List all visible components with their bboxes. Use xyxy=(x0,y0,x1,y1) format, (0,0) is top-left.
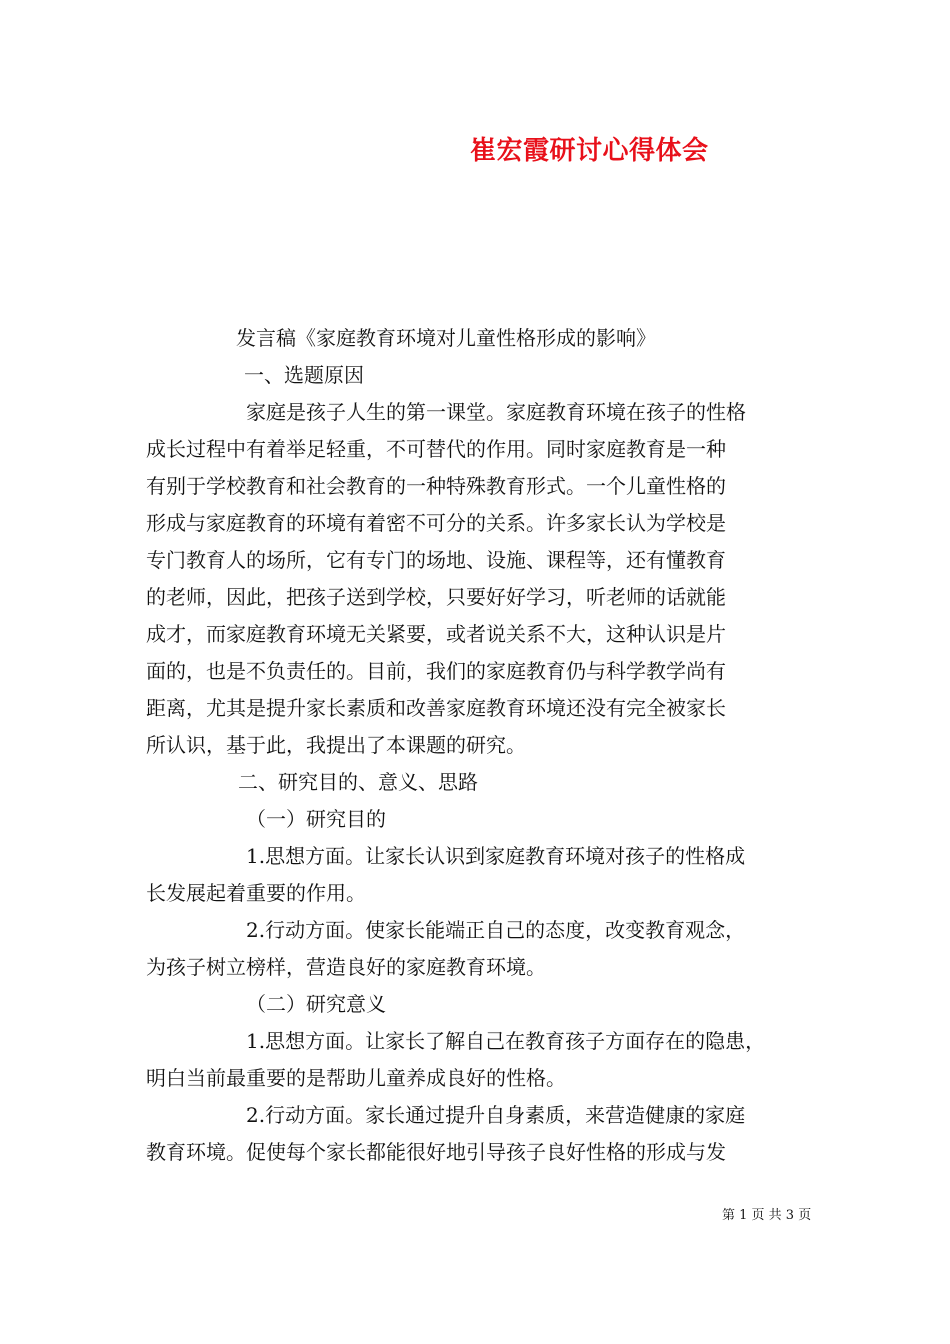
text-line: 有别于学校教育和社会教育的一种特殊教育形式。一个儿童性格的 xyxy=(146,474,726,498)
text-line: 2.行动方面。家长通过提升自身素质，来营造健康的家庭 xyxy=(246,1103,746,1127)
text-line: 1.思想方面。让家长了解自己在教育孩子方面存在的隐患， xyxy=(246,1029,766,1053)
text-line: 1.思想方面。让家长认识到家庭教育环境对孩子的性格成 xyxy=(246,844,746,868)
text-line: 成才，而家庭教育环境无关紧要，或者说关系不大，这种认识是片 xyxy=(146,622,726,646)
text-line: 为孩子树立榜样，营造良好的家庭教育环境。 xyxy=(146,955,546,979)
text-line: 长发展起着重要的作用。 xyxy=(146,881,366,905)
text-line: 家庭是孩子人生的第一课堂。家庭教育环境在孩子的性格 xyxy=(246,400,746,424)
text-line: 所认识，基于此，我提出了本课题的研究。 xyxy=(146,733,526,757)
text-line: 2.行动方面。使家长能端正自己的态度，改变教育观念， xyxy=(246,918,746,942)
text-line: 一、选题原因 xyxy=(244,363,364,387)
text-line: （一）研究目的 xyxy=(246,807,386,831)
text-line: 成长过程中有着举足轻重，不可替代的作用。同时家庭教育是一种 xyxy=(146,437,726,461)
text-line: 发言稿《家庭教育环境对儿童性格形成的影响》 xyxy=(236,326,656,350)
text-line: 二、研究目的、意义、思路 xyxy=(238,770,478,794)
text-line: 专门教育人的场所，它有专门的场地、设施、课程等，还有懂教育 xyxy=(146,548,726,572)
text-line: 面的，也是不负责任的。目前，我们的家庭教育仍与科学教学尚有 xyxy=(146,659,726,683)
page-footer: 第 1 页 共 3 页 xyxy=(722,1208,812,1223)
text-line: 的老师，因此，把孩子送到学校，只要好好学习，听老师的话就能 xyxy=(146,585,726,609)
text-line: 形成与家庭教育的环境有着密不可分的关系。许多家长认为学校是 xyxy=(146,511,726,535)
document-title: 崔宏霞研讨心得体会 xyxy=(470,136,709,166)
document-body xyxy=(146,320,810,1171)
text-line: （二）研究意义 xyxy=(246,992,386,1016)
text-line: 教育环境。促使每个家长都能很好地引导孩子良好性格的形成与发 xyxy=(146,1140,726,1164)
text-line: 距离，尤其是提升家长素质和改善家庭教育环境还没有完全被家长 xyxy=(146,696,726,720)
text-line: 明白当前最重要的是帮助儿童养成良好的性格。 xyxy=(146,1066,566,1090)
